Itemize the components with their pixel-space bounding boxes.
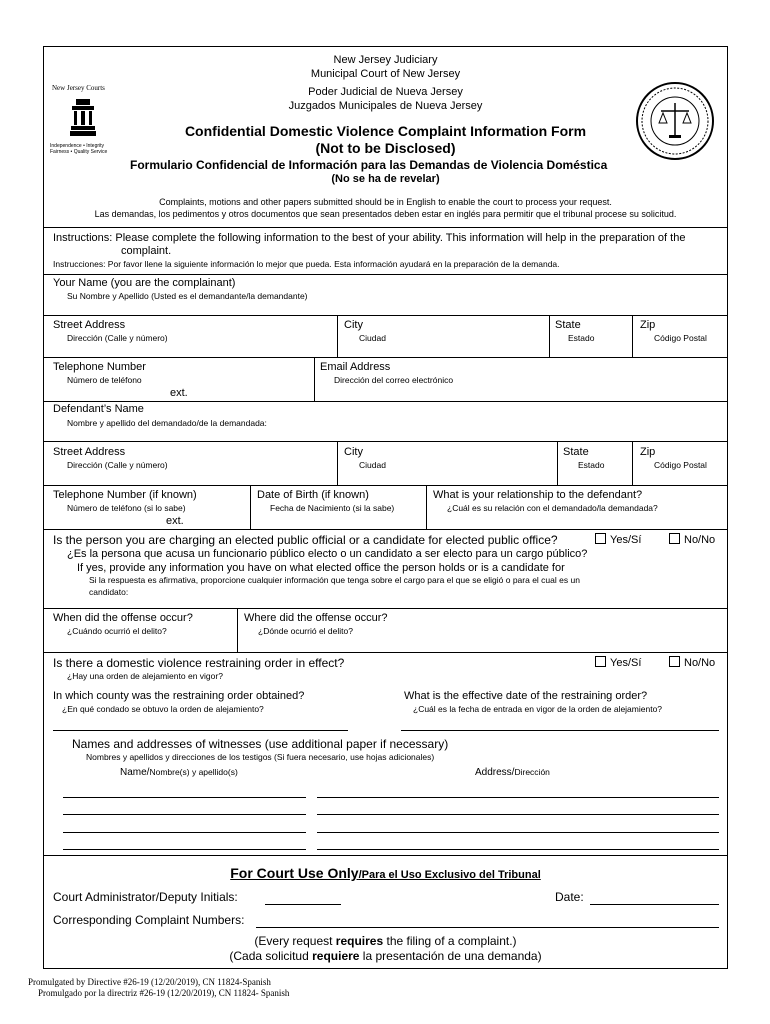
witness-name-column [120,767,238,778]
official-no-label: No/No [684,534,716,546]
order-no-checkbox[interactable] [669,656,680,667]
order-yes-checkbox[interactable] [595,656,606,667]
your-name-label: Your Name (you are the complainant) [53,277,236,289]
official-ifyes-es: Si la respuesta es afirmativa, proporcione cualquier información que tenga sobre el cargo para el que se eligió o para el cual es un [89,575,580,585]
witness-address-line-4[interactable] [317,849,719,850]
when-label-es[interactable]: ¿Cuándo ocurrió el delito? [67,626,167,636]
witnesses-label: Names and addresses of witnesses (use additional paper if necessary) [72,737,449,751]
header-line1: New Jersey Judiciary [333,54,438,66]
def-city-label-es[interactable]: Ciudad [359,460,386,470]
order-question-es: ¿Hay una orden de alejamiento en vigor? [67,671,223,681]
official-yes-option[interactable] [595,533,641,546]
county-label-es[interactable]: ¿En qué condado se obtuvo la orden de alejamiento? [62,704,264,714]
def-zip-label: Zip [640,446,656,458]
initials-field[interactable] [265,904,341,905]
court-use-title-en: For Court Use Only [230,865,359,881]
official-yes-label: Yes/Sí [610,534,642,546]
witness-address-line-3[interactable] [317,832,719,833]
dob-label: Date of Birth (if known) [257,489,369,501]
order-question: Is there a domestic violence restraining order in effect? [53,656,345,670]
zip-label: Zip [640,319,656,331]
witness-name-header: Name/ [120,767,150,778]
title-es: Formulario Confidencial de Información para las Demandas de Violencia Doméstica [130,158,608,172]
def-state-label-es[interactable]: Estado [578,460,605,470]
state-label-es[interactable]: Estado [568,333,595,343]
header-line3: Poder Judicial de Nueva Jersey [308,86,463,98]
complaint-numbers-label: Corresponding Complaint Numbers: [53,913,245,927]
header-line2: Municipal Court of New Jersey [310,68,461,80]
phone-label-es[interactable]: Número de teléfono [67,375,142,385]
def-phone-label: Telephone Number (if known) [53,489,197,501]
witness-address-column [475,767,550,778]
official-ifyes-es-2[interactable]: candidato: [89,587,129,597]
complaint-form [43,46,728,969]
where-label: Where did the offense occur? [244,612,388,624]
def-phone-ext[interactable]: ext. [166,515,184,527]
witness-address-header: Address/ [475,767,515,778]
order-no-option[interactable] [669,656,715,669]
def-zip-label-es[interactable]: Código Postal [654,460,707,470]
email-label: Email Address [320,361,391,373]
witness-address-line-1[interactable] [317,797,719,798]
complaint-numbers-field[interactable] [256,927,719,928]
instructions-en: Instructions: Please complete the following information to the best of your ability. This information will help in the preparation of the [53,232,686,244]
logo-text: New Jersey Courts [52,84,105,92]
official-question: Is the person you are charging an elected public official or a candidate for elected public office? [53,533,558,547]
official-no-checkbox[interactable] [669,533,680,544]
witness-name-line-3[interactable] [63,832,306,833]
instructions-es: Instrucciones: Por favor llene la siguiente información lo mejor que pueda. Esta información ayudará en la preparación de la demanda. [53,259,560,269]
date-field[interactable] [590,904,719,905]
official-ifyes: If yes, provide any information you have on what elected office the person holds or is a candidate for [77,562,565,574]
def-city-label: City [344,446,363,458]
header-line4: Juzgados Municipales de Nueva Jersey [288,100,483,112]
initials-label: Court Administrator/Deputy Initials: [53,890,238,904]
official-no-option[interactable] [669,533,715,546]
order-yes-option[interactable] [595,656,641,669]
logo-motto-1: Independence • Integrity [50,143,105,149]
order-no-label: No/No [684,657,716,669]
witness-name-line-1[interactable] [63,797,306,798]
note-en: Complaints, motions and other papers submitted should be in English to enable the court to process your request. [159,197,612,207]
witness-address-header-es: Dirección [514,767,550,777]
footer-line1: Promulgated by Directive #26-19 (12/20/2019), CN 11824-Spanish [28,977,271,987]
phone-label: Telephone Number [53,361,146,373]
official-yes-checkbox[interactable] [595,533,606,544]
city-label: City [344,319,363,331]
note-es: Las demandas, los pedimentos y otros documentos que sean presentados deben estar en inglés para permitir que el tribunal procese su solicitud. [94,209,677,219]
requirement-note-en: (Every request requires the filing of a complaint.) [254,934,517,948]
title-en-2: (Not to be Disclosed) [315,140,456,156]
def-street-label: Street Address [53,446,126,458]
def-phone-label-es[interactable]: Número de teléfono (si lo sabe) [67,503,186,513]
footer [28,977,289,999]
requirement-note-es: (Cada solicitud requiere la presentación de una demanda) [229,949,542,963]
city-label-es[interactable]: Ciudad [359,333,386,343]
def-street-label-es[interactable]: Dirección (Calle y número) [67,460,168,470]
street-label: Street Address [53,319,126,331]
relationship-label: What is your relationship to the defendant? [433,489,643,501]
your-name-label-es[interactable]: Su Nombre y Apellido (Usted es el demandante/la demandante) [67,291,308,301]
dob-label-es[interactable]: Fecha de Nacimiento (si la sabe) [270,503,395,513]
zip-label-es[interactable]: Código Postal [654,333,707,343]
title-es-2: (No se ha de revelar) [331,173,440,185]
effective-date-label-es[interactable]: ¿Cuál es la fecha de entrada en vigor de la orden de alejamiento? [413,704,663,714]
defendant-label-es[interactable]: Nombre y apellido del demandado/de la demandada: [67,418,267,428]
footer-line2: Promulgado por la directriz #26-19 (12/20/2019), CN 11824- Spanish [38,988,290,998]
witnesses-label-es: Nombres y apellidos y direcciones de los testigos (Si fuera necesario, use hojas adicionales) [86,752,435,762]
email-label-es[interactable]: Dirección del correo electrónico [334,375,454,385]
witness-name-header-es: Nombre(s) y apellido(s) [149,767,238,777]
court-use-title [44,865,727,881]
effective-date-label: What is the effective date of the restraining order? [404,690,648,702]
court-use-title-es: /Para el Uso Exclusivo del Tribunal [358,869,541,881]
witness-name-line-4[interactable] [63,849,306,850]
official-question-es: ¿Es la persona que acusa un funcionario público electo o un candidato a ser electo para un cargo público? [67,548,588,560]
when-label: When did the offense occur? [53,612,193,624]
witness-name-line-2[interactable] [63,814,306,815]
logo-motto-2: Fairness • Quality Service [50,149,108,155]
order-yes-label: Yes/Sí [610,657,642,669]
instructions-en-2: complaint. [121,245,172,257]
def-state-label: State [563,446,589,458]
title-en: Confidential Domestic Violence Complaint Information Form [184,123,587,139]
county-label: In which county was the restraining order obtained? [53,690,305,702]
phone-ext[interactable]: ext. [170,387,188,399]
state-label: State [555,319,581,331]
date-label: Date: [555,890,584,904]
defendant-label: Defendant’s Name [53,403,144,415]
witness-address-line-2[interactable] [317,814,719,815]
street-label-es[interactable]: Dirección (Calle y número) [67,333,168,343]
relationship-label-es[interactable]: ¿Cuál es su relación con el demandado/la demandada? [447,503,658,513]
where-label-es[interactable]: ¿Dónde ocurrió el delito? [258,626,353,636]
